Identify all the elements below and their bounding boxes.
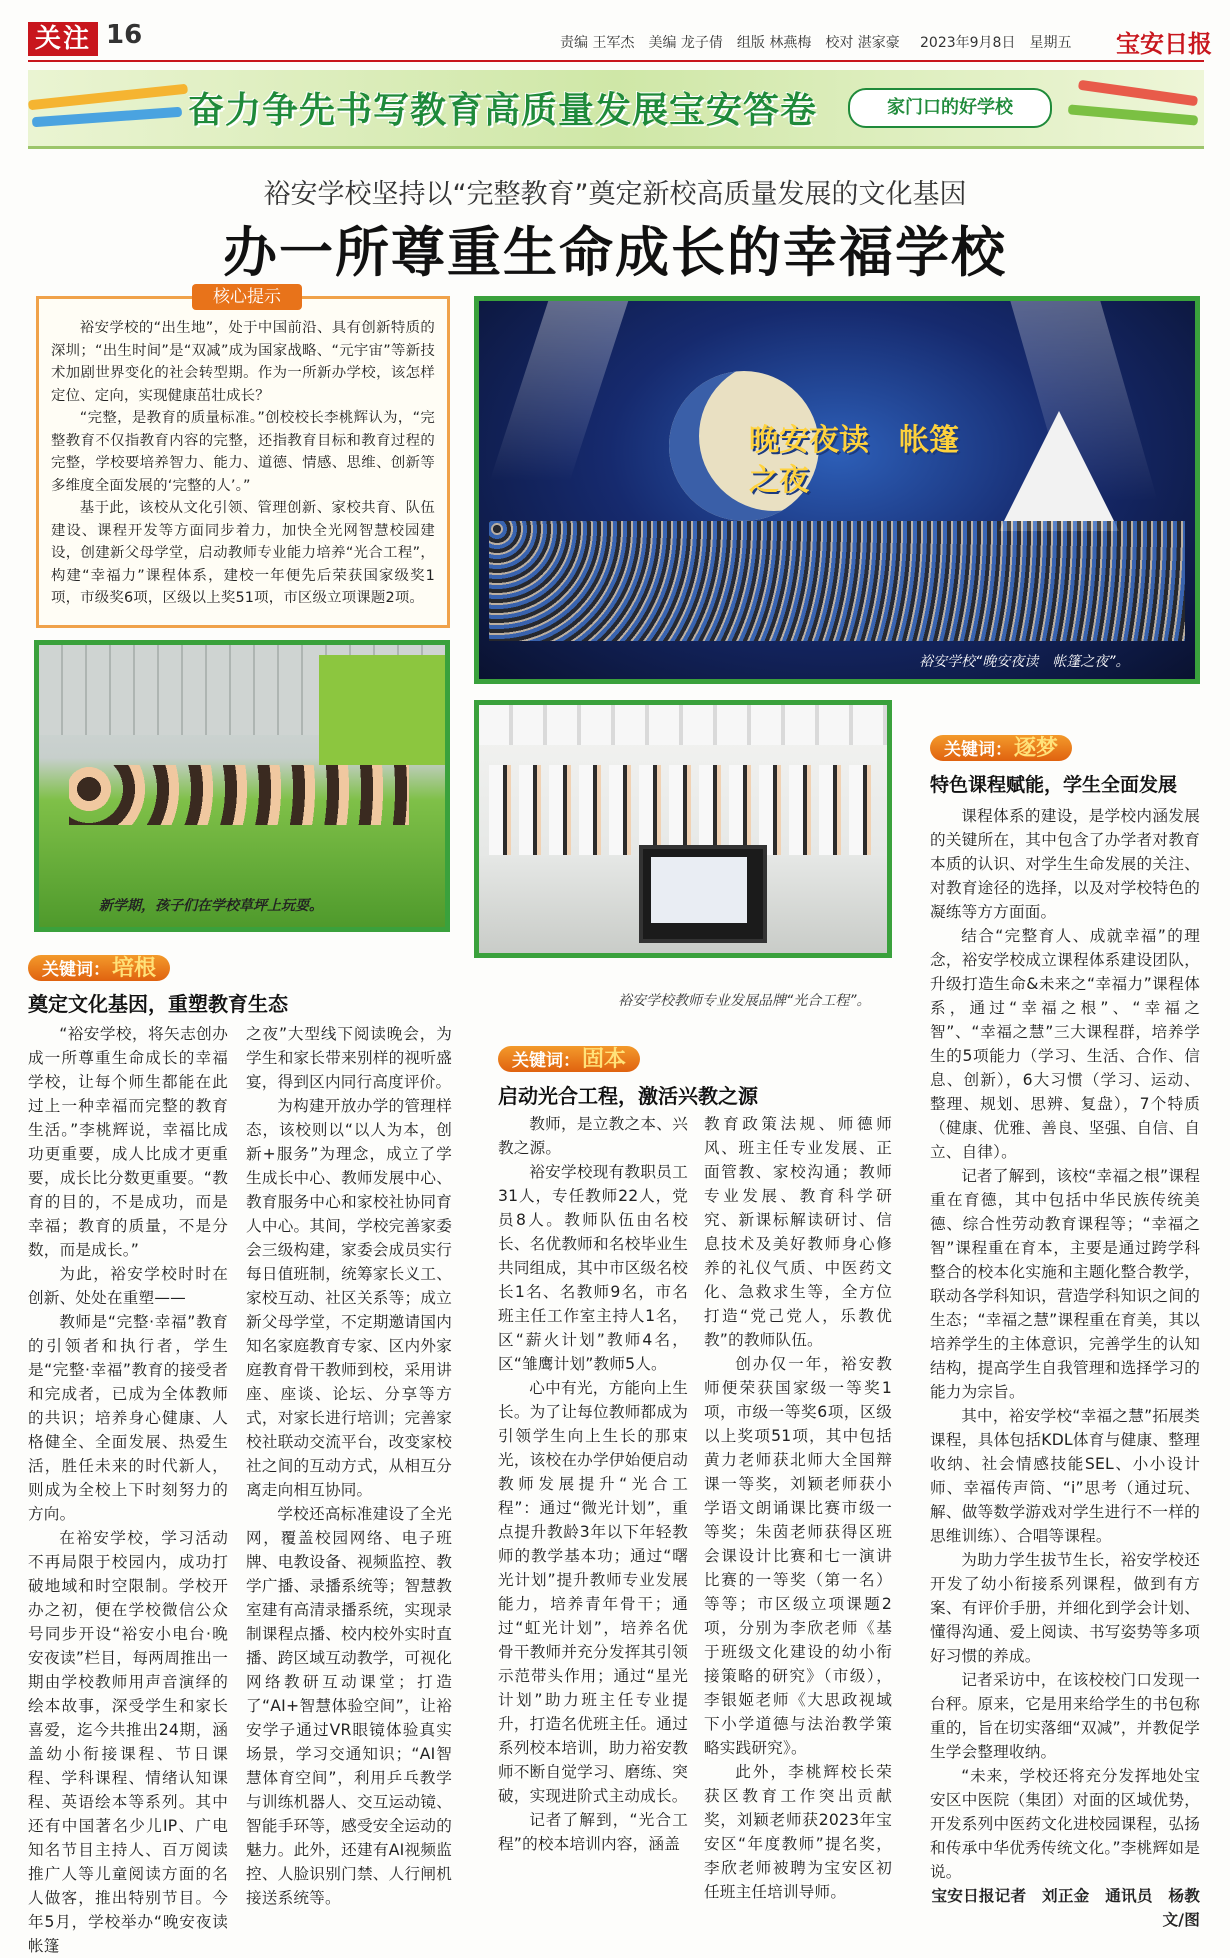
body-paragraph: 此外，李桃辉校长荣获区教育工作突出贡献奖，刘颖老师获2023年宝安区“年度教师”提名奖，李欣老师被聘为宝安区初任班主任培训导师。 bbox=[704, 1763, 892, 1901]
teachers-photo-caption: 裕安学校教师专业发展品牌“光合工程”。 bbox=[618, 993, 871, 1009]
body-paragraph: 在裕安学校，学习活动不再局限于校园内，成功打破地域和时空限制。学校开办之初，便在学校微信公众号同步开设“裕安小电台·晚安夜读”栏目，每两周推出一期由学校教师用声音演绎的绘本故事，深受学生和家长喜爱，迄今共推出24期，涵盖幼小衔接课程、节日课程、学科课程、情绪认知课程、英语绘本等系列。其中还有中国著名少儿IP、广电知名节目主持人、百万阅读推广人等儿童阅读方面的名人做客，推出特别节目。今年5月，学校举办“晚安夜读 帐篷 bbox=[28, 1529, 244, 1955]
headline-title: 办一所尊重生命成长的幸福学校 bbox=[223, 220, 1007, 284]
summary-label bbox=[192, 284, 302, 310]
summary-paragraph: 裕安学校的“出生地”，处于中国前沿、具有创新特质的深圳；“出生时间”是“双减”成为国家战略、“元宇宙”等新技术加剧世界变化的社会转型期。作为一所新办学校，该怎样定位、定向，实现健康茁壮成长？ bbox=[51, 320, 435, 404]
section3-subtitle: 特色课程赋能，学生全面发展 bbox=[930, 774, 1178, 796]
children-group bbox=[69, 765, 409, 825]
pencil-decoration bbox=[1068, 104, 1198, 125]
banner-column-label: 家门口的好学校 bbox=[887, 97, 1013, 118]
body-paragraph: 教师是“完整·幸福”教育的引领者和执行者，学生是“完整·幸福”教育的接受者和完成者，已成为全体教师的共识；培养身心健康、人格健全、全面发展、热爱生活，胜任未来的时代新人，则成为全校上下时刻努力的方向。 bbox=[28, 1313, 228, 1523]
lawn-photo-caption: 新学期，孩子们在学校草坪上玩耍。 bbox=[99, 898, 323, 914]
stage-light bbox=[490, 301, 628, 481]
teachers-group bbox=[489, 765, 877, 855]
section-label: 关注 bbox=[34, 24, 91, 54]
summary-label-text: 核心提示 bbox=[213, 287, 281, 307]
body-paragraph: 记者了解到，该校“幸福之根”课程重在育德，其中包括中华民族传统美德、综合性劳动教育课程等；“幸福之智”课程重在育本，主要是通过跨学科整合的校本化实施和主题化整合教学，联动各学科知识，营造学科知识之间的生态；“幸福之慧”课程重在育美，其以培养学生的主体意识，完善学生的认知结构，提高学生自我管理和选择学习的能力为宗旨。 bbox=[930, 1167, 1200, 1401]
audience-crowd bbox=[489, 521, 1185, 641]
section1-tag-word: 培根 bbox=[112, 955, 157, 981]
body-paragraph: “未来，学校还将充分发挥地处宝安区中医院（集团）对面的区域优势，开发系列中医药文化进校园课程，弘扬和传承中华优秀传统文化。”李桃辉如是说。 bbox=[930, 1767, 1200, 1881]
banner-column-pill bbox=[848, 88, 1052, 128]
body-paragraph: 为构建开放办学的管理样态，该校则以“以人为本，创新+服务”为理念，成立了学生成长中心、教师发展中心、教育服务中心和家校社协同育人中心。其间，学校完善家委会三级构建，家委会成员实行每日值班制，统筹家长义工、家校互动、社区关系等；成立新父母学堂，不定期邀请国内知名家庭教育专家、区内外家庭教育骨干教师到校，采用讲座、座谈、论坛、分享等方式，对家长进行培训；完善家校社联动交流平台，改变家校社之间的互动方式，从相互分离走向相互协同。 bbox=[246, 1097, 452, 1499]
summary-box bbox=[36, 296, 450, 628]
issue-date: 2023年9月8日 星期五 bbox=[920, 35, 1072, 51]
stage-photo-caption: 裕安学校“晚安夜读 帐篷之夜”。 bbox=[919, 654, 1130, 670]
body-paragraph: 教育政策法规、师德师风、班主任专业发展、正面管教、家校沟通；教师专业发展、教育科学研究、新课标解读研讨、信息技术及美好教师身心修养的礼仪气质、中医药文化、急救求生等，全方位打造“党己党人，乐教优教”的教师队伍。 bbox=[704, 1115, 892, 1349]
byline: 宝安日报记者 刘正金 通讯员 杨教 文/图 bbox=[931, 1887, 1216, 1929]
ceiling-lights bbox=[479, 705, 887, 745]
section2-subtitle: 启动光合工程，激活兴教之源 bbox=[498, 1084, 758, 1108]
section1-column-1 bbox=[28, 1022, 244, 1955]
section-badge bbox=[28, 22, 98, 56]
body-paragraph: 教师，是立教之本、兴教之源。 bbox=[498, 1115, 688, 1157]
pencil-decoration bbox=[28, 84, 188, 111]
section2-keyword-tag bbox=[498, 1046, 640, 1072]
section3-tag-word: 逐梦 bbox=[1014, 735, 1059, 761]
banner-title: 奋力争先书写教育高质量发展宝安答卷 bbox=[188, 90, 818, 131]
topic-banner bbox=[28, 70, 1204, 149]
body-paragraph: 为此，裕安学校时时在创新、处处在重塑—— bbox=[28, 1265, 228, 1307]
editor-credits: 责编 王军杰 美编 龙子倩 组版 林燕梅 校对 湛家豪 bbox=[560, 35, 900, 51]
body-paragraph: 记者了解到，“光合工程”的校本培训内容，涵盖 bbox=[498, 1811, 688, 1853]
tent-backdrop bbox=[999, 411, 1119, 531]
body-paragraph: 记者采访中，在该校校门口发现一台秤。原来，它是用来给学生的书包称重的，旨在切实落细“双减”，并教促学生学会整理收纳。 bbox=[930, 1671, 1200, 1761]
teachers-photo bbox=[474, 700, 892, 958]
section3-keyword-tag bbox=[930, 735, 1072, 761]
header-rule bbox=[28, 60, 1204, 62]
body-paragraph: 课程体系的建设，是学校内涵发展的关键所在，其中包含了办学者对教育本质的认识、对学生生命发展的关注、对教育途径的选择，以及对学校特色的凝练等方方面面。 bbox=[930, 807, 1200, 921]
section2-tag-word: 固本 bbox=[582, 1046, 627, 1072]
body-paragraph: 心中有光，方能向上生长。为了让每位教师都成为引领学生向上生长的那束光，该校在办学伊始便启动教师发展提升“光合工程”：通过“微光计划”，重点提升教龄3年以下年轻教师的教学基本功；通过“曙光计划”提升教师专业发展能力，培养青年骨干；通过“虹光计划”，培养名优骨干教师并充分发挥其引领示范带头作用；通过“星光计划”助力班主任专业提升，打造名优班主任。通过系列校本培训，助力裕安教师不断自觉学习、磨练、突破，实现进阶式主动成长。 bbox=[498, 1379, 688, 1805]
computer-screen bbox=[651, 857, 747, 923]
paper-name: 宝安日报 bbox=[1116, 29, 1212, 58]
page-number: 16 bbox=[106, 20, 143, 50]
headline-kicker: 裕安学校坚持以“完整教育”奠定新校高质量发展的文化基因 bbox=[263, 179, 967, 210]
body-paragraph: 裕安学校现有教职员工31人，专任教师22人，党员8人。教师队伍由名校长、名优教师和名校毕业生共同组成，其中市区级名校长1名、名教师9名，市名班主任工作室主持人1名，区“薪火计划”教师4名，区“雏鹰计划”教师5人。 bbox=[498, 1163, 688, 1373]
section1-keyword-tag bbox=[28, 955, 170, 981]
body-paragraph: 创办仅一年，裕安教师便荣获国家级一等奖1项，市级一等奖6项，区级以上奖项51项，其中包括黄力老师获北师大全国辩课一等奖，刘颖老师获小学语文朗诵课比赛市级一等奖；朱茵老师获得区班会课设计比赛和七一演讲比赛的一等奖（第一名）等等；市区级立项课题2项，分别为李欣老师《基于班级文化建设的幼小衔接策略的研究》（市级），李银姬老师《大思政视域下小学道德与法治教学策略实践研究》。 bbox=[704, 1355, 892, 1757]
section2-column-1 bbox=[498, 1112, 688, 1853]
body-paragraph: “裕安学校，将矢志创办成一所尊重生命成长的幸福学校，让每个师生都能在此过上一种幸福而完整的教育生活。”李桃辉说，幸福比成功更重要，成人比成才更重要，成长比分数更重要。“教育的目的，不是成功，而是幸福；教育的质量，不是分数，而是成长。” bbox=[28, 1025, 228, 1259]
section1-column-2 bbox=[246, 1022, 452, 1907]
pencil-decoration bbox=[1078, 80, 1198, 107]
green-wall bbox=[319, 655, 445, 765]
lawn-photo bbox=[34, 640, 450, 932]
section3-tag-prefix: 关键词： bbox=[944, 740, 1012, 760]
section1-subtitle: 奠定文化基因，重塑教育生态 bbox=[28, 992, 288, 1016]
pencil-decoration bbox=[32, 107, 182, 127]
summary-paragraph: 基于此，该校从文化引领、管理创新、家校共育、队伍建设、课程开发等方面同步着力，加快全光网智慧校园建设，创建新父母学堂，启动教师专业能力培养“光合工程”，构建“幸福力”课程体系，建校一年便先后荣获国家级奖1项，市级奖6项，区级以上奖51项，市区级立项课题2项。 bbox=[51, 500, 435, 606]
body-paragraph: 为助力学生拔节生长，裕安学校还开发了幼小衔接系列课程，做到有方案、有评价手册，并细化到学会计划、懂得沟通、爱上阅读、书写姿势等多项好习惯的养成。 bbox=[930, 1551, 1200, 1665]
section2-tag-prefix: 关键词： bbox=[512, 1051, 580, 1071]
body-paragraph: 之夜”大型线下阅读晚会，为学生和家长带来别样的视听盛宴，得到区内同行高度评价。 bbox=[246, 1025, 452, 1091]
body-paragraph: 其中，裕安学校“幸福之慧”拓展类课程，具体包括KDL体育与健康、整理收纳、社会情感技能SEL、小小设计师、幸福传声筒、“i”思考（通过玩、解、做等数学游戏对学生进行不一样的思维训练）、合唱等课程。 bbox=[930, 1407, 1200, 1545]
section3-column bbox=[930, 804, 1216, 1929]
backdrop-text: 晚安夜读 帐篷之夜 bbox=[749, 423, 959, 498]
body-paragraph: 结合“完整育人、成就幸福”的理念，裕安学校成立课程体系建设团队，升级打造生命&未来之“幸福力”课程体系，通过“幸福之根”、“幸福之智”、“幸福之慧”三大课程群，培养学生的5项能力（学习、生活、合作、信息、创新），6大习惯（学习、运动、整理、规划、思辨、复盘），7个特质（健康、优雅、善良、坚强、自信、自立、自律）。 bbox=[930, 927, 1200, 1161]
section2-column-2 bbox=[704, 1112, 892, 1901]
section1-tag-prefix: 关键词： bbox=[42, 960, 110, 980]
stage-photo bbox=[474, 296, 1200, 684]
summary-paragraph: “完整，是教育的质量标准。”创校校长李桃辉认为，“完整教育不仅指教育内容的完整，还指教育目标和教育过程的完整，学校要培养智力、能力、道德、情感、思维、创新等多维度全面发展的‘完整的人’。” bbox=[51, 410, 435, 494]
body-paragraph: 学校还高标准建设了全光网，覆盖校园网络、电子班牌、电教设备、视频监控、教学广播、录播系统等；智慧教室建有高清录播系统，实现录制课程点播、校内校外实时直播、跨区域互动教学，可视化网络教研互动课堂；打造了“AI+智慧体验空间”，让裕安学子通过VR眼镜体验真实场景，学习交通知识；“AI智慧体育空间”，利用乒乓教学与训练机器人、交互运动镜、智能手环等，感受安全运动的魅力。此外，还建有AI视频监控、人脸识别门禁、人行闸机接送系统等。 bbox=[246, 1505, 452, 1907]
